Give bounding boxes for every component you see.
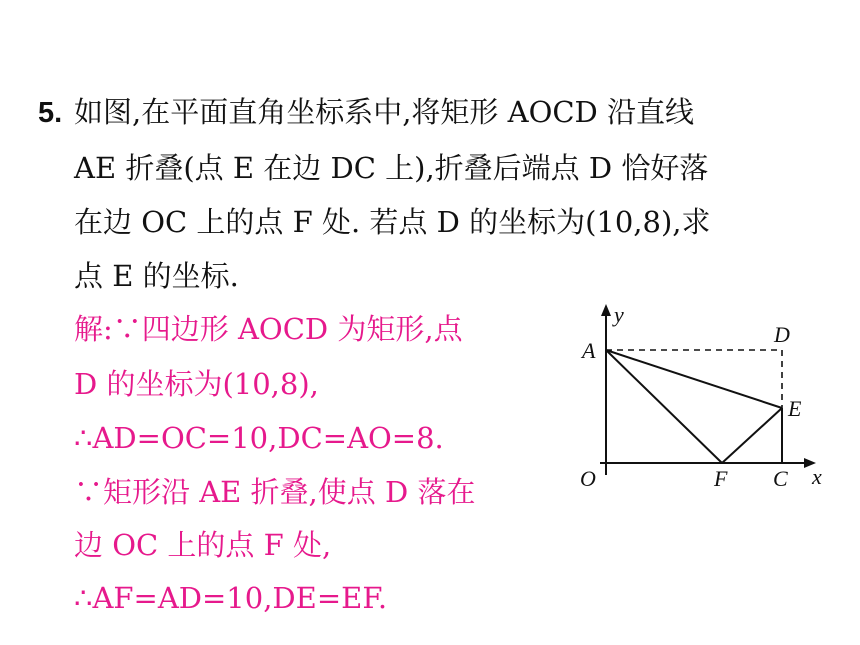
problem-line-3: 在边 OC 上的点 F 处. 若点 D 的坐标为(10,8),求 bbox=[74, 205, 711, 239]
segment-AF bbox=[606, 350, 722, 463]
problem-line-1: 如图,在平面直角坐标系中,将矩形 AOCD 沿直线 bbox=[74, 95, 695, 129]
solution-line-4: ∵矩形沿 AE 折叠,使点 D 落在 bbox=[74, 475, 476, 509]
problem-number-label: 5. bbox=[38, 97, 63, 129]
label-A: A bbox=[582, 338, 596, 363]
y-axis-arrow bbox=[601, 304, 611, 316]
solution-line-1: 解:∵四边形 AOCD 为矩形,点 bbox=[74, 312, 463, 346]
coordinate-diagram bbox=[570, 300, 832, 500]
label-C: C bbox=[773, 466, 788, 491]
label-x: x bbox=[812, 464, 822, 489]
solution-line-3: ∴AD=OC=10,DC=AO=8. bbox=[74, 421, 444, 455]
problem-number bbox=[38, 92, 62, 133]
solution-line-2: D 的坐标为(10,8), bbox=[74, 367, 319, 401]
label-D: D bbox=[774, 322, 790, 347]
solution-line-6: ∴AF=AD=10,DE=EF. bbox=[74, 581, 388, 615]
problem-line-4: 点 E 的坐标. bbox=[74, 259, 239, 293]
segment-AE bbox=[606, 350, 782, 408]
label-E: E bbox=[788, 396, 802, 421]
solution-line-5: 边 OC 上的点 F 处, bbox=[74, 528, 332, 562]
problem-line-2: AE 折叠(点 E 在边 DC 上),折叠后端点 D 恰好落 bbox=[74, 151, 709, 185]
segment-FE bbox=[722, 408, 782, 463]
label-y: y bbox=[614, 302, 624, 327]
label-O: O bbox=[580, 466, 596, 491]
label-F: F bbox=[714, 466, 728, 491]
